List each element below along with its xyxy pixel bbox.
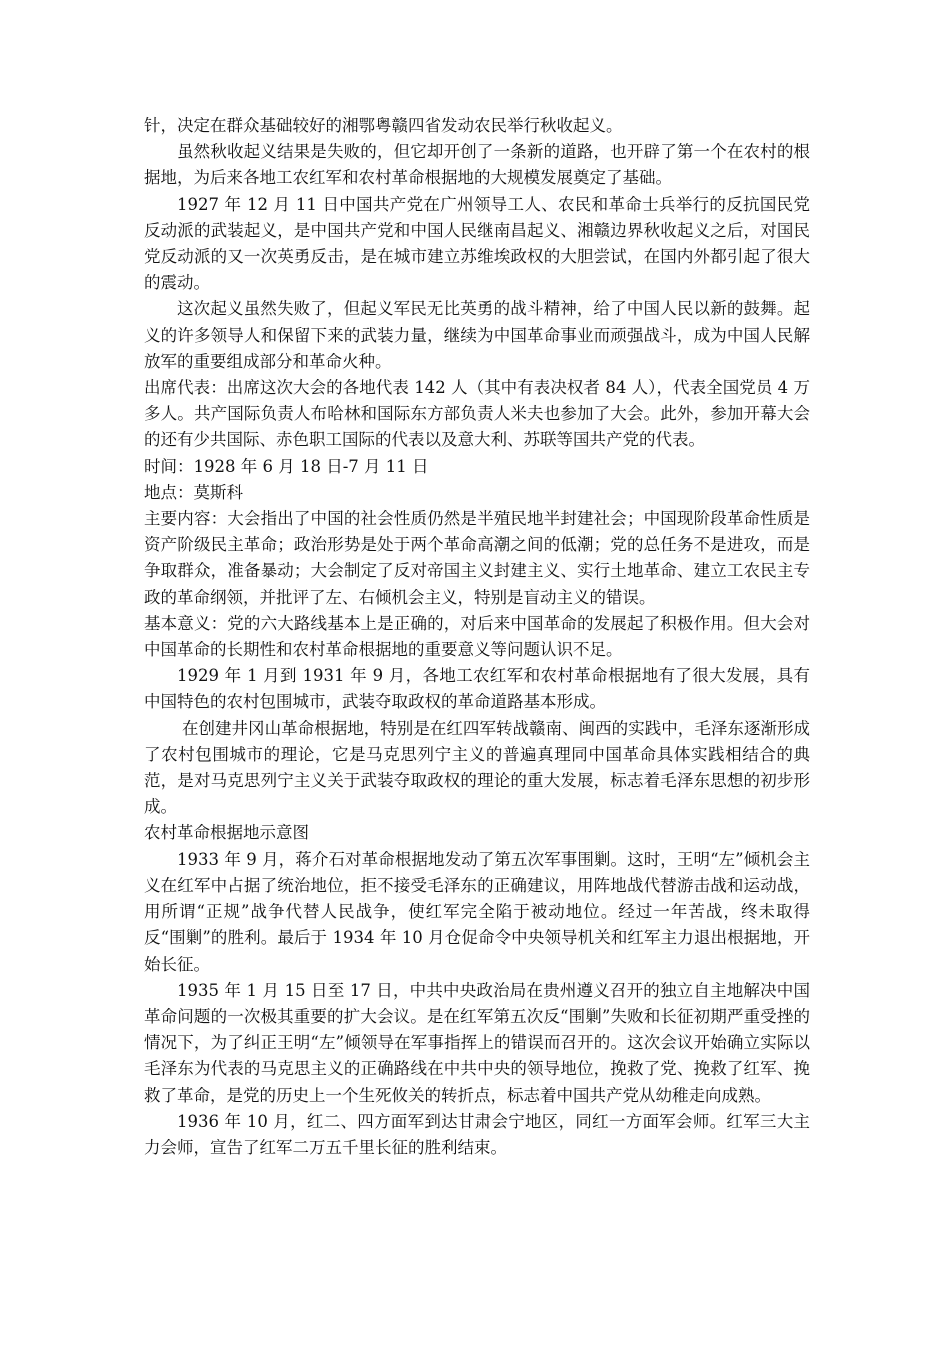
paragraph-autumn-harvest-significance: 虽然秋收起义结果是失败的，但它却开创了一条新的道路，也开辟了第一个在农村的根据地，为后来各地工农红军和农村革命根据地的大规模发展奠定了基础。: [144, 142, 810, 188]
paragraph-revolutionary-road: 1929 年 1 月到 1931 年 9 月，各地工农红军和农村革命根据地有了很大发展，具有中国特色的农村包围城市，武装夺取政权的革命道路基本形成。: [144, 666, 810, 712]
paragraph-zunyi-conference: 1935 年 1 月 15 日至 17 日，中共中央政治局在贵州遵义召开的独立自主地解决中国革命问题的一次极其重要的扩大会议。是在红军第五次反“围剿”失败和长征初期严重受挫的情况下，为了纠正王明“左”倾领导在军事指挥上的错误而召开的。这次会议开始确立实际以毛泽东为代表的马克思主义的正确路线在中共中央的领导地位，挽救了党、挽救了红军、挽救了革命，是党的历史上一个生死攸关的转折点，标志着中国共产党从幼稚走向成熟。: [144, 980, 810, 1105]
paragraph-location: 地点：莫斯科: [144, 482, 243, 502]
paragraph-time: 时间：1928 年 6 月 18 日-7 月 11 日: [144, 456, 429, 476]
paragraph-long-march-end: 1936 年 10 月，红二、四方面军到达甘肃会宁地区，同红一方面军会师。红军三大主力会师，宣告了红军二万五千里长征的胜利结束。: [144, 1111, 810, 1157]
paragraph-main-content: 主要内容：大会指出了中国的社会性质仍然是半殖民地半封建社会；中国现阶段革命性质是资产阶级民主革命；政治形势是处于两个革命高潮之间的低潮；党的总任务不是进攻，而是争取群众，准备暴动；大会制定了反对帝国主义封建主义、实行土地革命、建立工农民主专政的革命纲领，并批评了左、右倾机会主义，特别是盲动主义的错误。: [144, 509, 810, 607]
document-body: [144, 113, 810, 1161]
paragraph-basic-significance: 基本意义：党的六大路线基本上是正确的，对后来中国革命的发展起了积极作用。但大会对中国革命的长期性和农村革命根据地的重要意义等问题认识不足。: [144, 613, 810, 660]
paragraph-mao-theory: 在创建井冈山革命根据地，特别是在红四军转战赣南、闽西的实践中，毛泽东逐渐形成了农村包围城市的理论，它是马克思列宁主义的普遍真理同中国革命具体实践相结合的典范，是对马克思列宁主义关于武装夺取政权的理论的重大发展，标志着毛泽东思想的初步形成。: [144, 718, 810, 817]
paragraph-attendees: 出席代表：出席这次大会的各地代表 142 人（其中有表决权者 84 人），代表全国党员 4 万多人。共产国际负责人布哈林和国际东方部负责人米夫也参加了大会。此外，参加开幕大会的还有少共国际、赤色职工国际的代表以及意大利、苏联等国共产党的代表。: [144, 378, 810, 450]
paragraph-guangzhou-uprising: 1927 年 12 月 11 日中国共产党在广州领导工人、农民和革命士兵举行的反抗国民党反动派的武装起义，是中国共产党和中国人民继南昌起义、湘赣边界秋收起义之后，对国民党反动派的又一次英勇反击，是在城市建立苏维埃政权的大胆尝试，在国内外都引起了很大的震动。: [144, 194, 810, 293]
paragraph-map-caption: 农村革命根据地示意图: [144, 823, 309, 843]
paragraph-autumn-harvest-continued: 针，决定在群众基础较好的湘鄂粤赣四省发动农民举行秋收起义。: [144, 116, 623, 135]
paragraph-fifth-encirclement: 1933 年 9 月，蒋介石对革命根据地发动了第五次军事围剿。这时，王明“左”倾机会主义在红军中占据了统治地位，拒不接受毛泽东的正确建议，用阵地战代替游击战和运动战，用所谓“正规”战争代替人民战争，使红军完全陷于被动地位。经过一年苦战，终未取得反“围剿”的胜利。最后于 1934 年 10 月仓促命令中央领导机关和红军主力退出根据地，开始长征。: [144, 849, 810, 974]
paragraph-uprising-legacy: 这次起义虽然失败了，但起义军民无比英勇的战斗精神，给了中国人民以新的鼓舞。起义的许多领导人和保留下来的武装力量，继续为中国革命事业而顽强战斗，成为中国人民解放军的重要组成部分和革命火种。: [144, 299, 810, 371]
